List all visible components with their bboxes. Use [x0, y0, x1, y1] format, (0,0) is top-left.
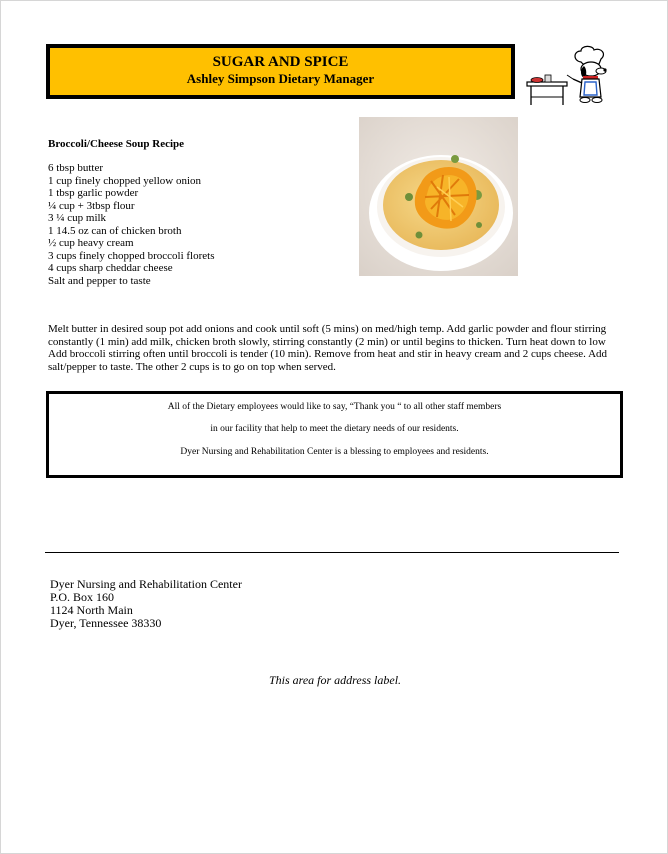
ingredient-item: 3 ¼ cup milk [48, 212, 107, 224]
newsletter-header [46, 44, 515, 99]
ingredient-item: Salt and pepper to taste [48, 274, 151, 287]
address-line: P.O. Box 160 [50, 590, 115, 604]
address-line: 1124 North Main [50, 603, 133, 617]
ingredient-item: 1 tbsp garlic powder [48, 187, 139, 199]
newsletter-subtitle: Ashley Simpson Dietary Manager [186, 71, 375, 86]
ingredient-list [48, 162, 214, 287]
divider-line [45, 552, 619, 553]
thank-you-line: in our facility that help to meet the dietary needs of our residents. [210, 424, 459, 434]
ingredient-item: ¼ cup + 3tbsp flour [48, 199, 135, 212]
recipe-title: Broccoli/Cheese Soup Recipe [48, 138, 185, 150]
address-line: Dyer, Tennessee 38330 [50, 616, 162, 630]
address-label-note: This area for address label. [268, 673, 402, 687]
thank-you-line: All of the Dietary employees would like to say, “Thank you “ to all other staff members [167, 402, 502, 412]
thank-you-box [46, 391, 623, 478]
newsletter-title: SUGAR AND SPICE [212, 54, 349, 70]
return-address [50, 578, 242, 630]
ingredient-item: 4 cups sharp cheddar cheese [48, 262, 173, 274]
ingredient-item: ½ cup heavy cream [48, 237, 134, 249]
ingredient-item: 1 cup finely chopped yellow onion [48, 174, 202, 187]
snoopy-chef-icon [523, 45, 619, 107]
ingredient-item: 1 14.5 oz can of chicken broth [48, 224, 182, 237]
soup-photo [359, 117, 518, 276]
thank-you-line: Dyer Nursing and Rehabilitation Center is a blessing to employees and residents. [180, 447, 489, 457]
ingredient-item: 6 tbsp butter [48, 162, 103, 174]
address-line: Dyer Nursing and Rehabilitation Center [50, 577, 242, 591]
recipe-directions: Melt butter in desired soup pot add onions and cook until soft (5 mins) on med/high temp. Add garlic powder and flour stirring constantly (1 min) add milk, chicken broth slowly, stirring constantly (2 min) or until begins to thicken. Turn heat down to low Add broccoli stirring often until broccoli is tender (10 min). Remove from heat and stir in heavy cream and 2 cups cheese. Add salt/pepper to taste. The other 2 cups is to go on top when served. [48, 323, 608, 373]
ingredient-item: 3 cups finely chopped broccoli florets [48, 249, 215, 262]
